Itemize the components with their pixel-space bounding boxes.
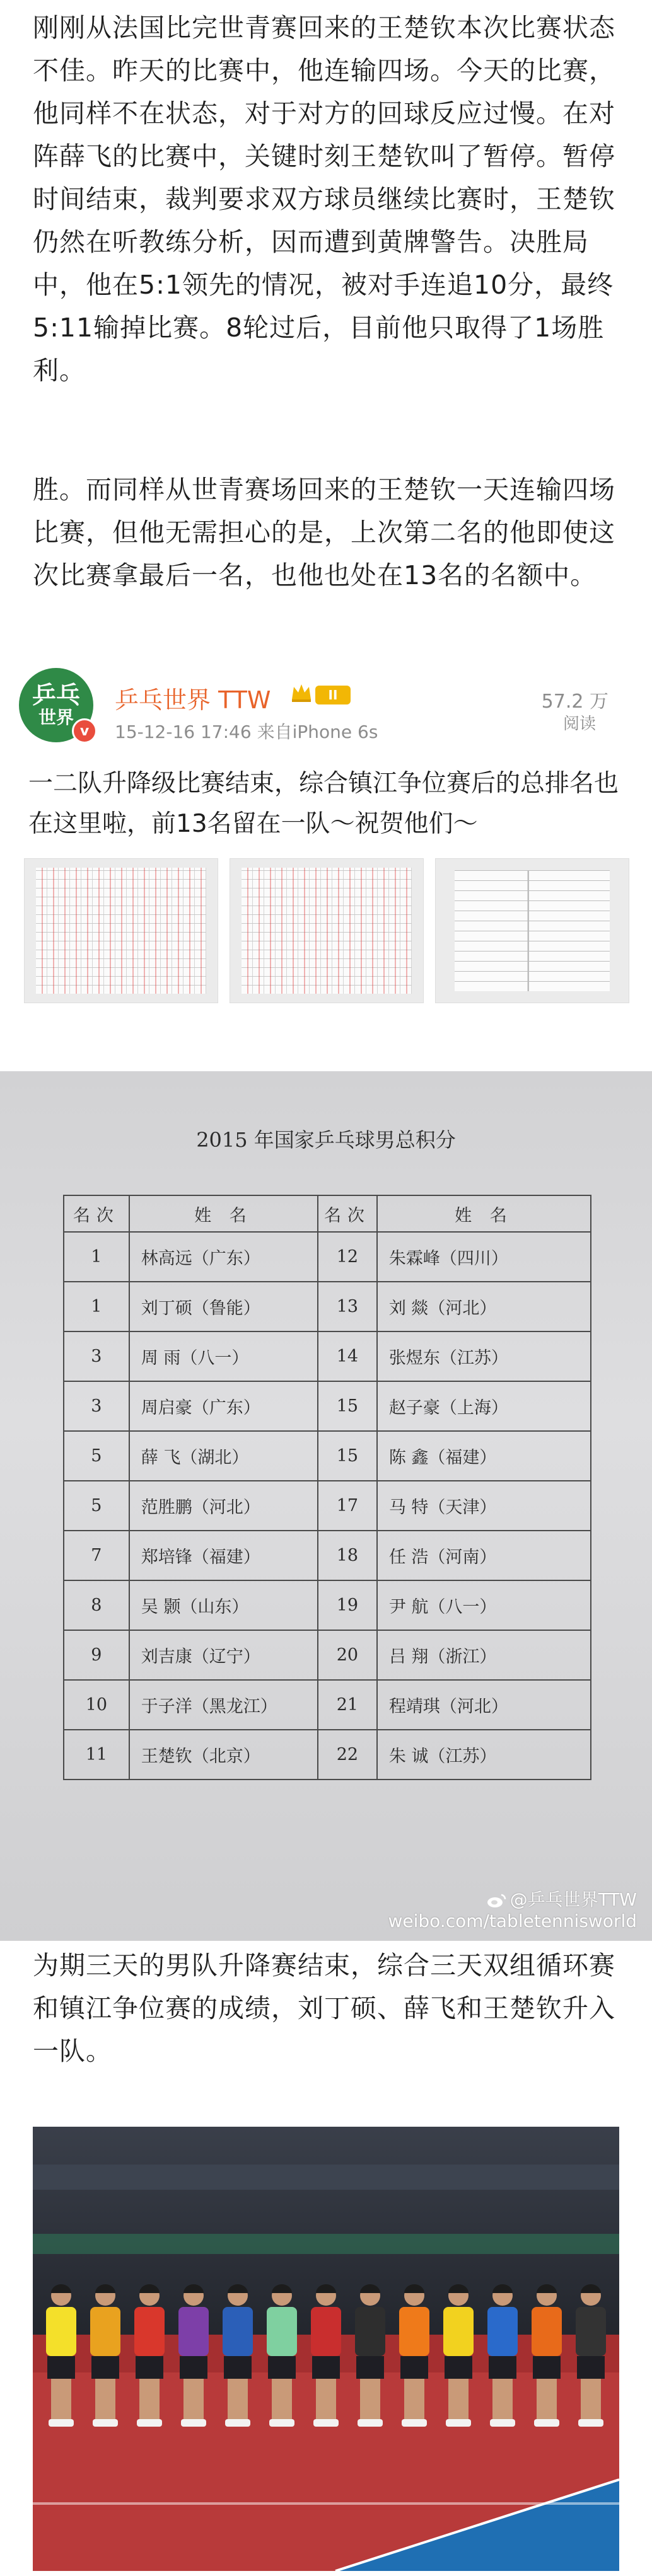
weibo-post-header: [19, 655, 634, 756]
weibo-watermark: [388, 1889, 637, 1932]
ranking-table-row: [64, 1531, 591, 1580]
ranking-table-row: [64, 1730, 591, 1780]
rank-cell: 10: [64, 1680, 129, 1730]
rank-cell: 20: [318, 1630, 377, 1680]
rank-cell: 7: [64, 1531, 129, 1580]
ranking-table: [63, 1195, 591, 1780]
ranking-table-row: [64, 1580, 591, 1630]
player-name-cell: 周 雨（八一）: [129, 1331, 318, 1381]
player-name-cell: 陈 鑫（福建）: [377, 1431, 591, 1481]
rank-cell: 11: [64, 1730, 129, 1780]
article-paragraph-2: 胜。而同样从世青赛场回来的王楚钦一天连输四场比赛，但他无需担心的是，上次第二名的他即使这次比赛拿最后一名，也他也处在13名的名额中。: [33, 474, 615, 590]
rank-cell: 5: [64, 1431, 129, 1481]
player-name-cell: 刘 燚（河北）: [377, 1282, 591, 1331]
rank-cell: 5: [64, 1481, 129, 1531]
watermark-account: @乒乓世界TTW: [509, 1889, 637, 1910]
ranking-table-row: [64, 1431, 591, 1481]
player-name-cell: 张煜东（江苏）: [377, 1331, 591, 1381]
ranking-table-header: [64, 1195, 591, 1232]
player-name-cell: 朱 诚（江苏）: [377, 1730, 591, 1780]
ranking-sheet-title: 2015 年国家乒乓球男总积分: [196, 1128, 456, 1152]
player-name-cell: 朱霖峰（四川）: [377, 1232, 591, 1282]
ranking-table-row: [64, 1630, 591, 1680]
header-name: 姓 名: [129, 1195, 318, 1232]
player-name-cell: 于子洋（黑龙江）: [129, 1680, 318, 1730]
player-name-cell: 林高远（广东）: [129, 1232, 318, 1282]
view-count: 57.2 万: [541, 691, 608, 713]
post-image-grid: [24, 858, 629, 1003]
rank-cell: 9: [64, 1630, 129, 1680]
player-name-cell: 薛 飞（湖北）: [129, 1431, 318, 1481]
verified-badge-icon: v: [72, 718, 97, 744]
player-name-cell: 王楚钦（北京）: [129, 1730, 318, 1780]
rank-cell: 14: [318, 1331, 377, 1381]
watermark-url: weibo.com/tabletennisworld: [388, 1911, 637, 1931]
rank-cell: 1: [64, 1282, 129, 1331]
post-image-thumbnail[interactable]: [230, 858, 424, 1003]
ranking-table-row: [64, 1282, 591, 1331]
header-rank: 名次: [64, 1195, 129, 1232]
rank-cell: 17: [318, 1481, 377, 1531]
avatar-text-top: 乒乓: [32, 681, 80, 709]
post-username[interactable]: 乒乓世界 TTW: [115, 686, 271, 714]
player-name-cell: 周启豪（广东）: [129, 1381, 318, 1431]
ranking-table-row: [64, 1381, 591, 1431]
player-name-cell: 程靖琪（河北）: [377, 1680, 591, 1730]
post-text: 一二队升降级比赛结束，综合镇江争位赛后的总排名也在这里啦，前13名留在一队～祝贺他们～: [28, 769, 619, 838]
article-paragraph-1: 刚刚从法国比完世青赛回来的王楚钦本次比赛状态不佳。昨天的比赛中，他连输四场。今天的比赛，他同样不在状态，对于对方的回球反应过慢。在对阵薛飞的比赛中，关键时刻王楚钦叫了暂停。暂停时间结束，裁判要求双方球员继续比赛时，王楚钦仍然在听教练分析，因而遭到黄牌警告。决胜局中，他在5:1领先的情况，被对手连追10分，最终5:11输掉比赛。8轮过后，目前他只取得了1场胜利。: [33, 13, 615, 386]
rank-cell: 22: [318, 1730, 377, 1780]
article-paragraph-3: 为期三天的男队升降赛结束，综合三天双组循环赛和镇江争位赛的成绩，刘丁硕、薛飞和王楚钦升入一队。: [33, 1950, 615, 2066]
player-name-cell: 尹 航（八一）: [377, 1580, 591, 1630]
post-meta: 15-12-16 17:46 来自iPhone 6s: [115, 722, 378, 742]
player-name-cell: 范胜鹏（河北）: [129, 1481, 318, 1531]
player-name-cell: 郑培锋（福建）: [129, 1531, 318, 1580]
post-image-thumbnail[interactable]: [24, 858, 218, 1003]
player-name-cell: 吕 翔（浙江）: [377, 1630, 591, 1680]
player-name-cell: 吴 颢（山东）: [129, 1580, 318, 1630]
header-rank: 名次: [318, 1195, 377, 1232]
header-name: 姓 名: [377, 1195, 591, 1232]
rank-cell: 21: [318, 1680, 377, 1730]
player-name-cell: 任 浩（河南）: [377, 1531, 591, 1580]
crown-icon: [290, 682, 313, 703]
rank-cell: 15: [318, 1381, 377, 1431]
player-name-cell: 刘丁硕（鲁能）: [129, 1282, 318, 1331]
ranking-sheet-photo: [0, 1071, 652, 1941]
rank-cell: 15: [318, 1431, 377, 1481]
rank-cell: 8: [64, 1580, 129, 1630]
rank-cell: 12: [318, 1232, 377, 1282]
ranking-table-row: [64, 1232, 591, 1282]
rank-cell: 3: [64, 1331, 129, 1381]
ranking-table-row: [64, 1680, 591, 1730]
weibo-logo-icon: [486, 1893, 506, 1908]
player-name-cell: 赵子豪（上海）: [377, 1381, 591, 1431]
member-level-badge: II: [315, 686, 351, 704]
player-name-cell: 刘吉康（辽宁）: [129, 1630, 318, 1680]
post-image-thumbnail[interactable]: [435, 858, 629, 1003]
rank-cell: 18: [318, 1531, 377, 1580]
player-name-cell: 马 特（天津）: [377, 1481, 591, 1531]
team-photo-image: [33, 2127, 619, 2571]
rank-cell: 3: [64, 1381, 129, 1431]
team-photo: [33, 2127, 619, 2571]
ranking-table-row: [64, 1331, 591, 1381]
rank-cell: 1: [64, 1232, 129, 1282]
rank-cell: 19: [318, 1580, 377, 1630]
avatar-text-bottom: 世界: [38, 707, 74, 728]
ranking-table-row: [64, 1481, 591, 1531]
view-count-label: 阅读: [562, 715, 596, 733]
rank-cell: 13: [318, 1282, 377, 1331]
